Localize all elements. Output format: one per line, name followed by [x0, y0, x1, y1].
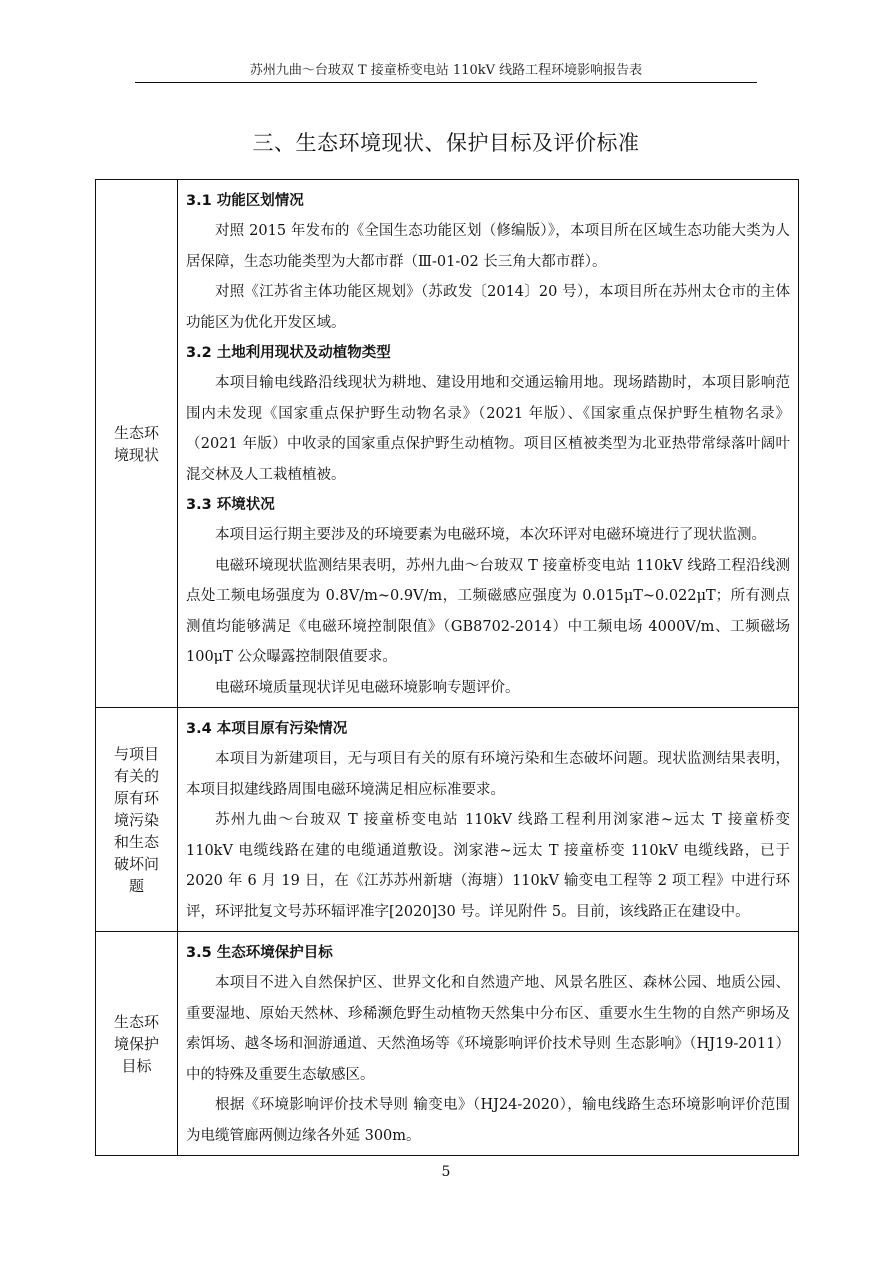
row-label-line: 境保护	[113, 1034, 159, 1053]
section-paragraph: 电磁环境现状监测结果表明，苏州九曲～台玻双 T 接童桥变电站 110kV 线路工程沿线测点处工频电场强度为 0.8V/m~0.9V/m，工频磁感应强度为 0.015μT~0.022μT；所有测点测值均能够满足《电磁环境控制限值》（GB8702-2014）中工频电场 4000V/m、工频磁场 100μT 公众曝露控制限值要求。	[186, 557, 790, 665]
row-label-line: 破坏问	[113, 854, 159, 873]
row-label-line: 生态环	[113, 1012, 159, 1031]
section-paragraph: 本项目不进入自然保护区、世界文化和自然遗产地、风景名胜区、森林公园、地质公园、重要湿地、原始天然林、珍稀濒危野生动植物天然集中分布区、重要水生生物的自然产卵场及索饵场、越冬场和洄游通道、天然渔场等《环境影响评价技术导则 生态影响》（HJ19-2011）中的特殊及重要生态敏感区。	[186, 975, 790, 1083]
section-paragraph: 电磁环境质量现状详见电磁环境影响专题评价。	[215, 679, 520, 696]
row-label-line: 生态环	[113, 423, 159, 442]
report-table	[95, 179, 799, 1156]
section-paragraph: 苏州九曲～台玻双 T 接童桥变电站 110kV 线路工程利用浏家港~远太 T 接童桥变 110kV 电缆线路在建的电缆通道敷设。浏家港~远太 T 接童桥变 110kV 电缆线路，已于 2020 年 6 月 19 日，在《江苏苏州新塘（海塘）110kV 输变电工程等 2 项工程》中进行环评，环评批复文号苏环辐评准字[2020]30 号。详见附件 5。目前，该线路正在建设中。	[186, 812, 791, 920]
row-label-line: 目标	[121, 1056, 152, 1075]
row-label	[96, 180, 178, 708]
section-paragraph: 本项目输电线路沿线现状为耕地、建设用地和交通运输用地。现场踏勘时，本项目影响范围内未发现《国家重点保护野生动物名录》（2021 年版）、《国家重点保护野生植物名录》（2021 年版）中收录的国家重点保护野生动植物。项目区植被类型为北亚热带常绿落叶阔叶混交林及人工栽植植被。	[186, 375, 790, 483]
section-paragraph: 本项目运行期主要涉及的环境要素为电磁环境，本次环评对电磁环境进行了现状监测。	[215, 527, 766, 543]
row-content	[178, 932, 799, 1156]
section-heading: 3.1 功能区划情况	[186, 193, 304, 209]
row-label-line: 境污染	[113, 810, 159, 829]
row-label-line: 有关的	[113, 766, 159, 785]
running-header: 苏州九曲～台玻双 T 接童桥变电站 110kV 线路工程环境影响报告表	[249, 63, 643, 78]
section-heading: 3.5 生态环境保护目标	[186, 945, 333, 961]
row-label	[96, 708, 178, 932]
section-heading: 3.3 环境状况	[186, 497, 275, 513]
row-content	[178, 180, 799, 708]
row-label-line: 与项目	[113, 744, 159, 763]
section-paragraph: 对照 2015 年发布的《全国生态功能区划（修编版）》，本项目所在区域生态功能大类为人居保障，生态功能类型为大都市群（Ⅲ-01-02 长三角大都市群）。	[186, 223, 790, 270]
row-label-line: 原有环	[113, 788, 159, 807]
section-paragraph: 本项目为新建项目，无与项目有关的原有环境污染和生态破坏问题。现状监测结果表明，本项目拟建线路周围电磁环境满足相应标准要求。	[186, 751, 790, 798]
row-content	[178, 708, 799, 932]
page-number: 5	[441, 1164, 451, 1180]
row-label	[96, 932, 178, 1156]
section-paragraph: 对照《江苏省主体功能区规划》（苏政发〔2014〕20 号），本项目所在苏州太仓市的主体功能区为优化开发区域。	[186, 284, 790, 331]
row-label-line: 题	[128, 876, 144, 895]
table-row	[96, 932, 799, 1156]
page-title: 三、生态环境现状、保护目标及评价标准	[252, 131, 640, 155]
section-heading: 3.4 本项目原有污染情况	[186, 721, 348, 737]
header-divider	[135, 82, 757, 83]
table-row	[96, 180, 799, 708]
row-label-line: 和生态	[113, 832, 159, 851]
section-paragraph: 根据《环境影响评价技术导则 输变电》（HJ24-2020），输电线路生态环境影响评价范围为电缆管廊两侧边缘各外延 300m。	[186, 1097, 790, 1144]
table-row	[96, 708, 799, 932]
section-heading: 3.2 土地利用现状及动植物类型	[186, 345, 391, 361]
row-label-line: 境现状	[113, 445, 159, 464]
